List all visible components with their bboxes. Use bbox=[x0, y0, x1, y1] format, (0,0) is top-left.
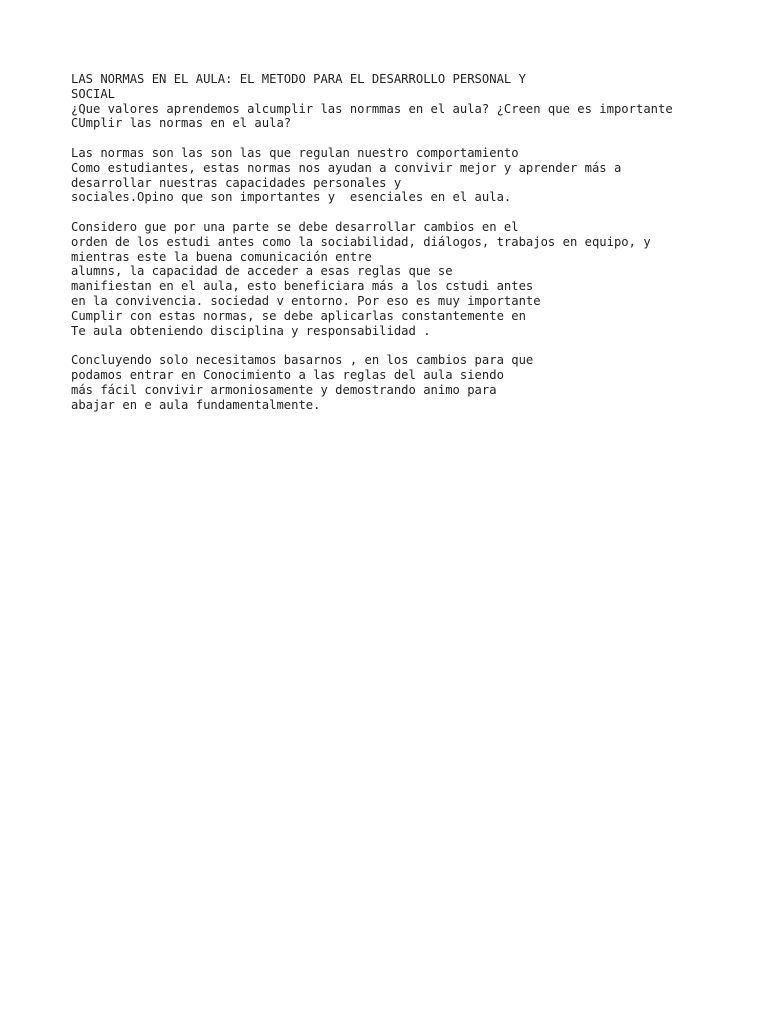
paragraph-line: Cumplir con estas normas, se debe aplicarlas constantemente en bbox=[71, 308, 526, 323]
paragraph-introduction bbox=[71, 146, 751, 205]
question-line: CUmplir las normas en el aula? bbox=[71, 116, 292, 131]
document-body bbox=[71, 72, 751, 427]
paragraph-line: sociales.Opino que son importantes y esenciales en el aula. bbox=[71, 190, 512, 205]
paragraph-line: Concluyendo solo necesitamos basarnos , en los cambios para que bbox=[71, 353, 534, 368]
paragraph-line: orden de los estudi antes como la sociabilidad, diálogos, trabajos en equipo, y bbox=[71, 234, 651, 249]
title-line: LAS NORMAS EN EL AULA: EL METODO PARA EL DESARROLLO PERSONAL Y bbox=[71, 72, 526, 86]
paragraph-line: desarrollar nuestras capacidades personales y bbox=[71, 175, 402, 190]
paragraph-line: podamos entrar en Conocimiento a las reglas del aula siendo bbox=[71, 367, 504, 382]
paragraph-development bbox=[71, 220, 751, 338]
paragraph-conclusion bbox=[71, 353, 751, 412]
paragraph-line: alumns, la capacidad de acceder a esas reglas que se bbox=[71, 264, 453, 279]
paragraph-line: Te aula obteniendo disciplina y responsabilidad . bbox=[71, 323, 431, 338]
paragraph-line: mientras este la buena comunicación entre bbox=[71, 249, 372, 264]
paragraph-line: manifiestan en el aula, esto beneficiara más a los cstudi antes bbox=[71, 279, 534, 294]
paragraph-line: abajar en e aula fundamentalmente. bbox=[71, 397, 321, 412]
paragraph-line: Las normas son las son las que regulan nuestro comportamiento bbox=[71, 145, 519, 160]
paragraph-line: más fácil convivir armoniosamente y demostrando animo para bbox=[71, 382, 497, 397]
title-block bbox=[71, 72, 751, 131]
paragraph-line: Considero gue por una parte se debe desarrollar cambios en el bbox=[71, 219, 519, 234]
question-line: ¿Que valores aprendemos alcumplir las normmas en el aula? ¿Creen que es importante bbox=[71, 101, 673, 116]
paragraph-line: Como estudiantes, estas normas nos ayudan a convivir mejor y aprender más a bbox=[71, 160, 622, 175]
paragraph-line: en la convivencia. sociedad v entorno. Por eso es muy importante bbox=[71, 293, 541, 308]
title-line: SOCIAL bbox=[71, 86, 116, 101]
